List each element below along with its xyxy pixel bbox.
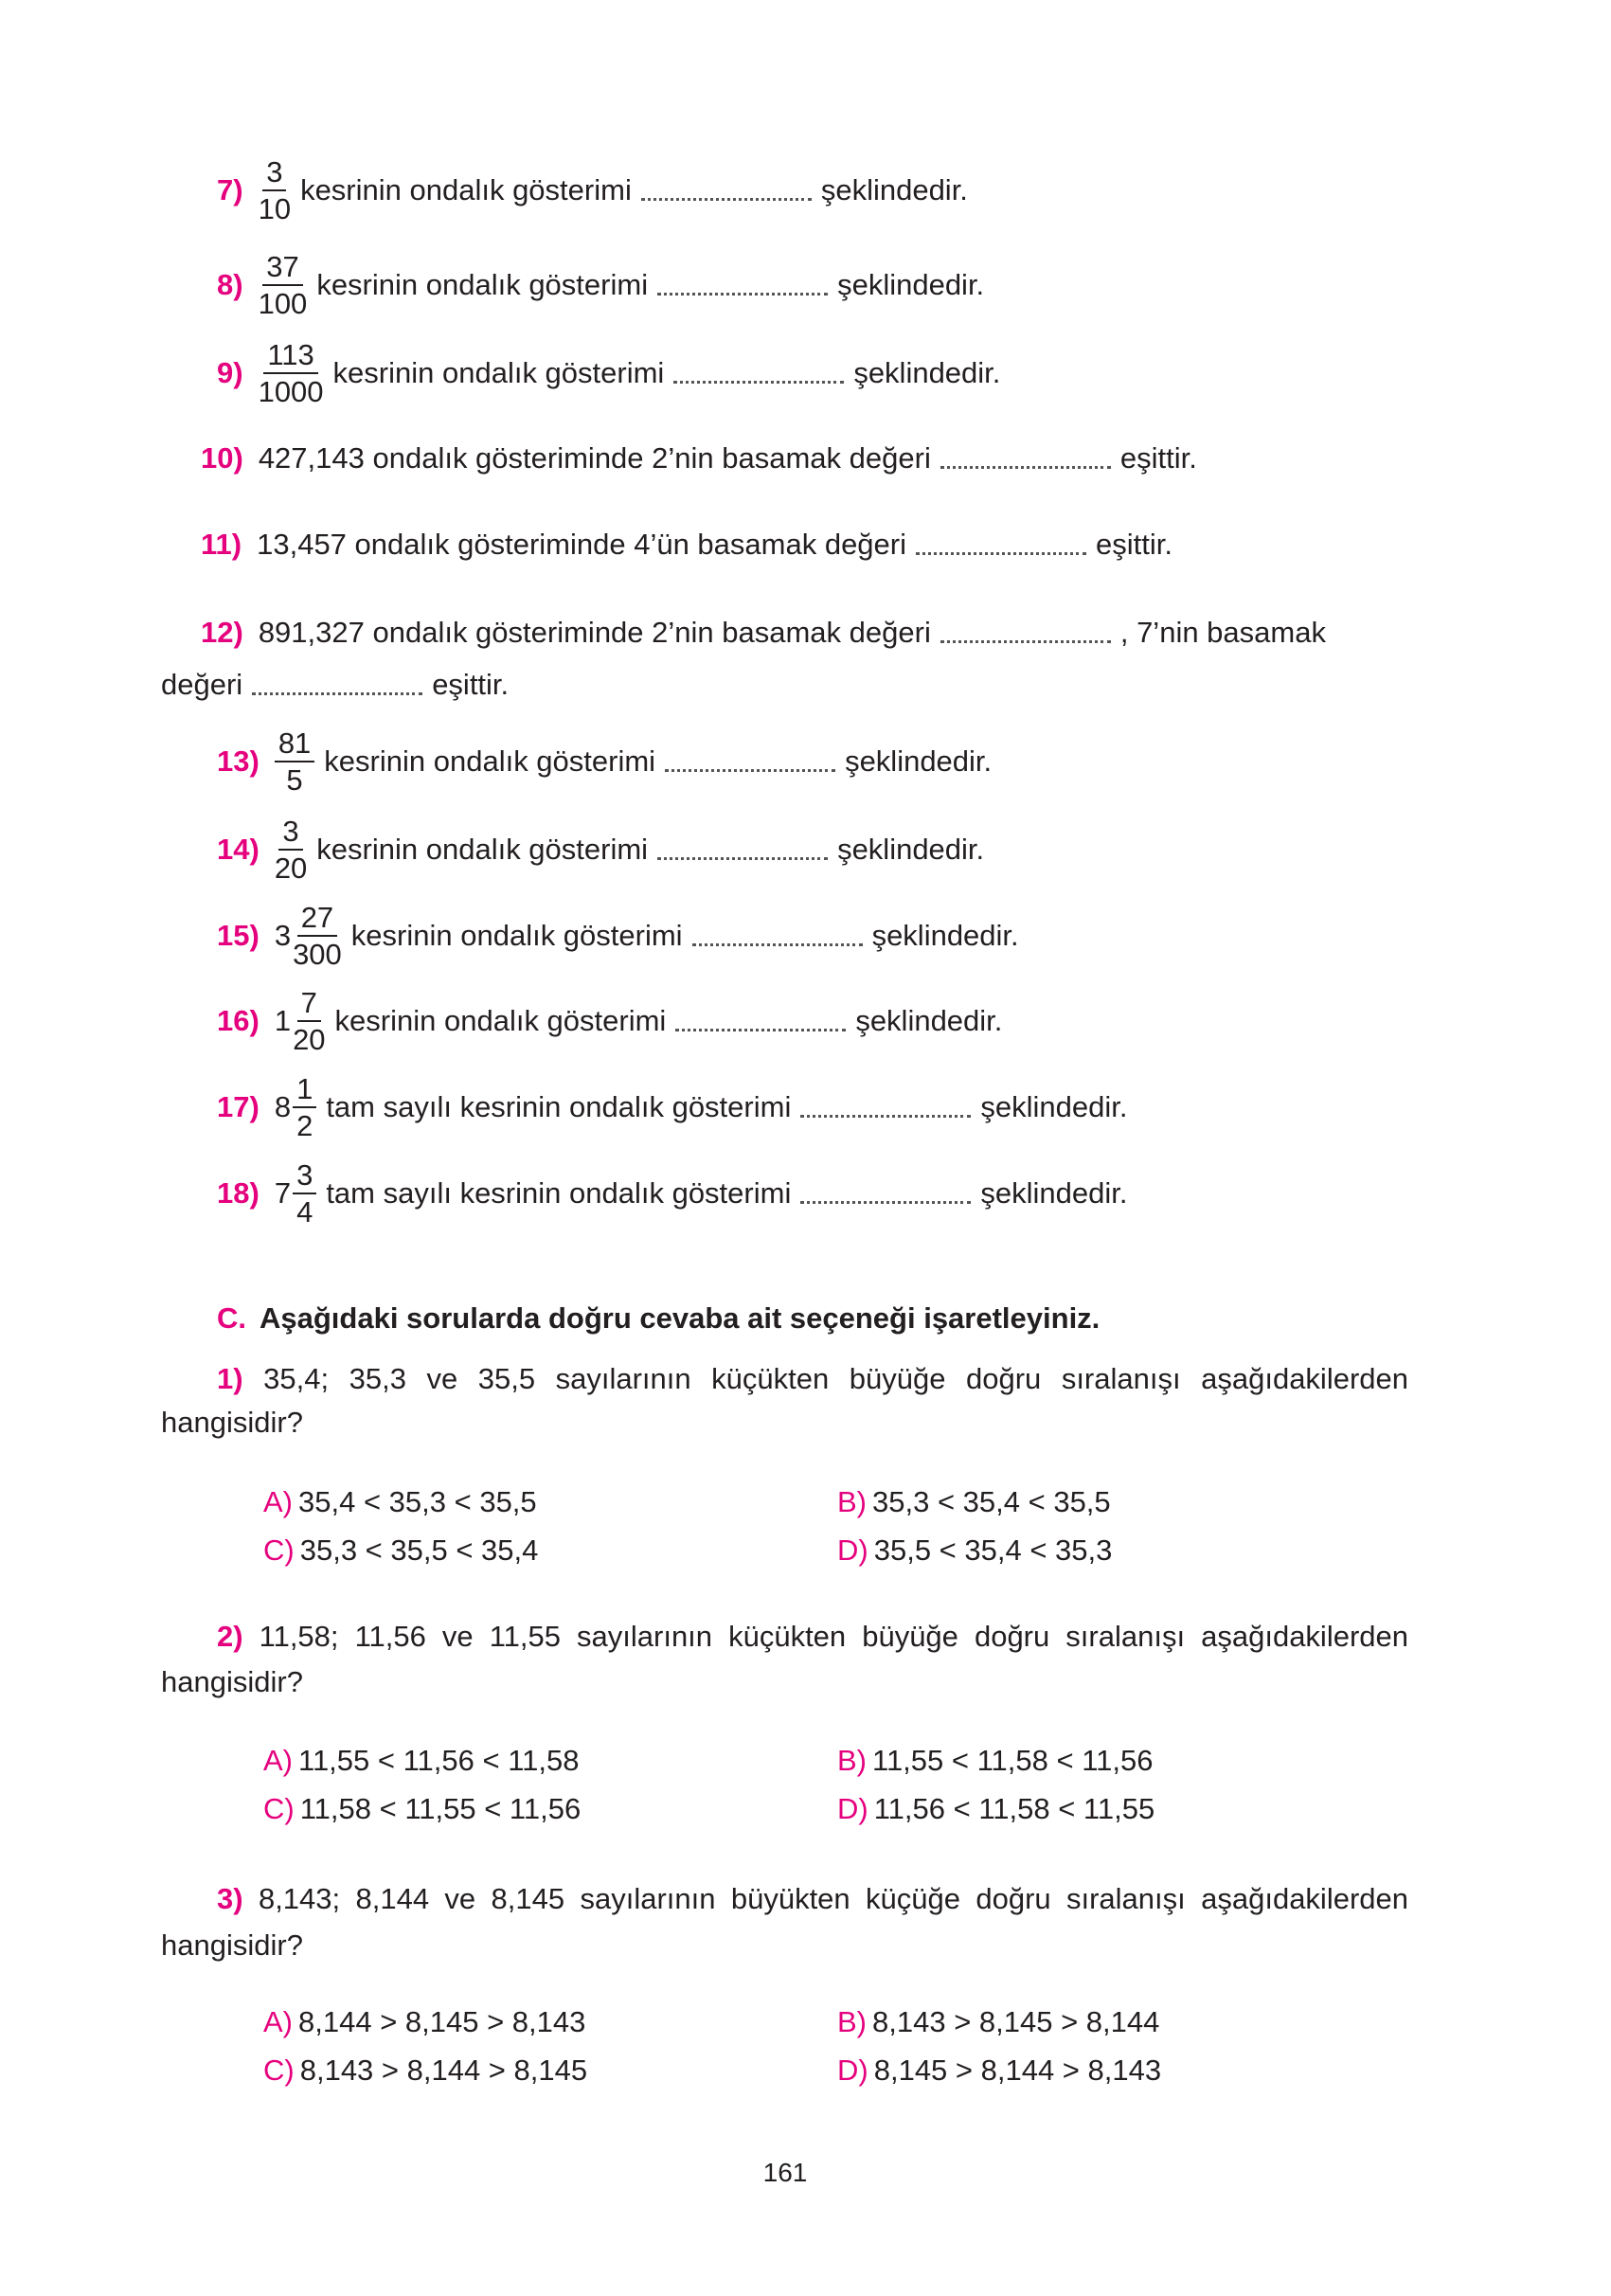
answer-blank[interactable] [252,692,422,695]
question-item [217,988,1002,1054]
answer-blank[interactable] [657,857,828,860]
fraction [259,252,308,318]
question-number: 15) [217,919,260,952]
fraction [275,816,307,883]
question-number: 2) [217,1620,243,1653]
answer-blank[interactable] [675,1029,846,1031]
mc-question-line-2: hangisidir? [161,1928,303,1962]
option-text: 35,3 < 35,4 < 35,5 [872,1485,1111,1518]
answer-option[interactable] [263,1744,579,1778]
denominator: 20 [293,1023,326,1056]
question-text: kesrinin ondalık gösterimi [300,173,632,206]
question-number: 16) [217,1004,260,1037]
question-number: 7) [217,173,243,206]
answer-option[interactable] [263,1792,581,1826]
option-text: 35,5 < 35,4 < 35,3 [873,1534,1113,1567]
option-text: 11,55 < 11,56 < 11,58 [298,1744,580,1777]
numerator: 3 [293,1160,316,1194]
question-number: 12) [201,616,243,649]
mc-question-line-1 [217,1362,1408,1396]
denominator: 5 [286,763,303,797]
answer-option[interactable] [263,1534,538,1568]
question-item [217,728,992,795]
mc-question-line-2: hangisidir? [161,1665,303,1698]
question-number: 10) [201,441,243,475]
answer-blank[interactable] [657,293,828,296]
question-item [217,1160,1127,1227]
option-letter: A) [263,1744,293,1777]
question-suffix: şeklindedir. [820,173,968,206]
fraction [275,728,314,795]
option-letter: B) [837,1744,867,1777]
option-text: 35,3 < 35,5 < 35,4 [299,1534,539,1567]
option-letter: C) [263,2054,295,2087]
mc-question-line-2: hangisidir? [161,1406,303,1439]
denominator: 1000 [258,375,324,408]
question-number: 17) [217,1090,260,1123]
question-line-2 [161,668,509,702]
option-letter: B) [837,2005,867,2038]
answer-blank[interactable] [940,466,1111,469]
option-text: 11,56 < 11,58 < 11,55 [873,1792,1155,1825]
option-text: 8,143 > 8,144 > 8,145 [299,2054,588,2087]
answer-option[interactable] [837,1744,1153,1778]
denominator: 300 [293,938,342,971]
whole-number: 1 [274,1004,292,1037]
denominator: 10 [258,192,292,225]
question-text: 35,4; 35,3 ve 35,5 sayılarının küçükten büyüğe doğru sıralanışı aşağıdakilerden [263,1362,1408,1395]
option-text: 11,58 < 11,55 < 11,56 [299,1792,582,1825]
page-number: 161 [762,2158,808,2187]
option-letter: B) [837,1485,867,1518]
denominator: 2 [296,1109,313,1142]
question-suffix: şeklindedir. [980,1176,1128,1210]
numerator: 3 [278,816,302,851]
question-text: 8,143; 8,144 ve 8,145 sayılarının büyükten küçüğe doğru sıralanışı aşağıdakilerden [258,1882,1408,1915]
question-number: 9) [217,356,243,389]
option-letter: D) [837,1534,868,1567]
denominator: 20 [274,852,308,885]
question-text: kesrinin ondalık gösterimi [334,1004,667,1037]
answer-option[interactable] [837,2005,1159,2039]
question-text: 891,327 ondalık gösteriminde 2’nin basamak değeri [258,616,931,649]
question-item [217,903,1019,969]
question-suffix: şeklindedir. [855,1004,1003,1037]
option-text: 8,145 > 8,144 > 8,143 [873,2054,1162,2087]
answer-blank[interactable] [665,769,835,772]
question-suffix: şeklindedir. [837,833,985,866]
fraction [293,988,325,1054]
answer-option[interactable] [837,2054,1161,2088]
fraction [293,903,342,969]
answer-blank[interactable] [800,1201,971,1204]
fraction [293,1074,316,1140]
mc-question-line-1 [217,1620,1408,1654]
question-item [217,252,984,318]
question-number: 18) [217,1176,260,1210]
option-text: 8,144 > 8,145 > 8,143 [298,2005,586,2038]
question-number: 11) [201,528,242,561]
question-text: kesrinin ondalık gösterimi [316,833,649,866]
question-suffix: şeklindedir. [837,268,985,301]
question-item [217,157,968,224]
option-letter: C) [263,1534,295,1567]
question-suffix: eşittir. [1096,528,1172,561]
answer-blank[interactable] [940,640,1111,643]
answer-blank[interactable] [916,552,1086,555]
denominator: 100 [258,287,308,320]
question-item [201,528,1172,562]
answer-option[interactable] [837,1792,1155,1826]
answer-option[interactable] [263,2054,587,2088]
denominator: 4 [296,1195,313,1229]
question-text-line2: değeri [161,668,243,701]
question-number: 13) [217,744,260,778]
option-letter: D) [837,2054,868,2087]
question-suffix: eşittir. [432,668,510,701]
question-item [217,1074,1127,1140]
fraction [259,340,324,406]
question-text: tam sayılı kesrinin ondalık gösterimi [326,1090,792,1123]
question-item [217,816,984,883]
option-letter: A) [263,2005,293,2038]
option-text: 35,4 < 35,3 < 35,5 [298,1485,537,1518]
fraction [293,1160,316,1227]
question-suffix: şeklindedir. [871,919,1019,952]
question-item [201,441,1197,475]
question-text: kesrinin ondalık gösterimi [324,744,656,778]
section-title: Aşağıdaki sorularda doğru cevaba ait seçeneği işaretleyiniz. [260,1301,1101,1335]
question-number: 14) [217,833,260,866]
whole-number: 8 [274,1090,292,1123]
numerator: 37 [262,252,302,286]
option-text: 8,143 > 8,145 > 8,144 [872,2005,1160,2038]
option-text: 11,55 < 11,58 < 11,56 [872,1744,1154,1777]
question-text-continued: , 7’nin basamak [1119,616,1326,649]
whole-number: 3 [274,919,292,952]
question-text: kesrinin ondalık gösterimi [350,919,683,952]
question-suffix: eşittir. [1119,441,1197,475]
question-text: 13,457 ondalık gösteriminde 4’ün basamak değeri [257,528,906,561]
option-letter: C) [263,1792,295,1825]
question-suffix: şeklindedir. [853,356,1001,389]
section-heading [217,1301,1100,1336]
question-item [217,340,1000,406]
numerator: 3 [262,157,286,191]
answer-blank[interactable] [673,381,844,384]
answer-option[interactable] [263,2005,585,2039]
question-text: tam sayılı kesrinin ondalık gösterimi [326,1176,792,1210]
fraction [259,157,291,224]
mc-question-line-1 [217,1882,1408,1916]
answer-blank[interactable] [800,1115,971,1118]
answer-option[interactable] [837,1534,1112,1568]
question-text: 427,143 ondalık gösteriminde 2’nin basamak değeri [258,441,931,475]
numerator: 1 [293,1074,316,1108]
whole-number: 7 [274,1176,292,1210]
answer-option[interactable] [263,1485,537,1519]
answer-option[interactable] [837,1485,1111,1519]
question-text: kesrinin ondalık gösterimi [316,268,649,301]
option-letter: D) [837,1792,868,1825]
numerator: 113 [263,340,317,374]
option-letter: A) [263,1485,293,1518]
question-suffix: şeklindedir. [980,1090,1128,1123]
question-number: 3) [217,1882,243,1915]
question-number: 1) [217,1362,243,1395]
answer-blank[interactable] [692,943,863,946]
question-text: kesrinin ondalık gösterimi [332,356,665,389]
question-suffix: şeklindedir. [845,744,993,778]
numerator: 7 [297,988,321,1022]
question-text: 11,58; 11,56 ve 11,55 sayılarının küçükten büyüğe doğru sıralanışı aşağıdakilerden [259,1620,1408,1653]
numerator: 81 [275,728,314,762]
section-letter: C. [217,1301,246,1335]
question-number: 8) [217,268,243,301]
answer-blank[interactable] [641,198,812,201]
numerator: 27 [297,903,337,937]
question-item [201,616,1326,650]
